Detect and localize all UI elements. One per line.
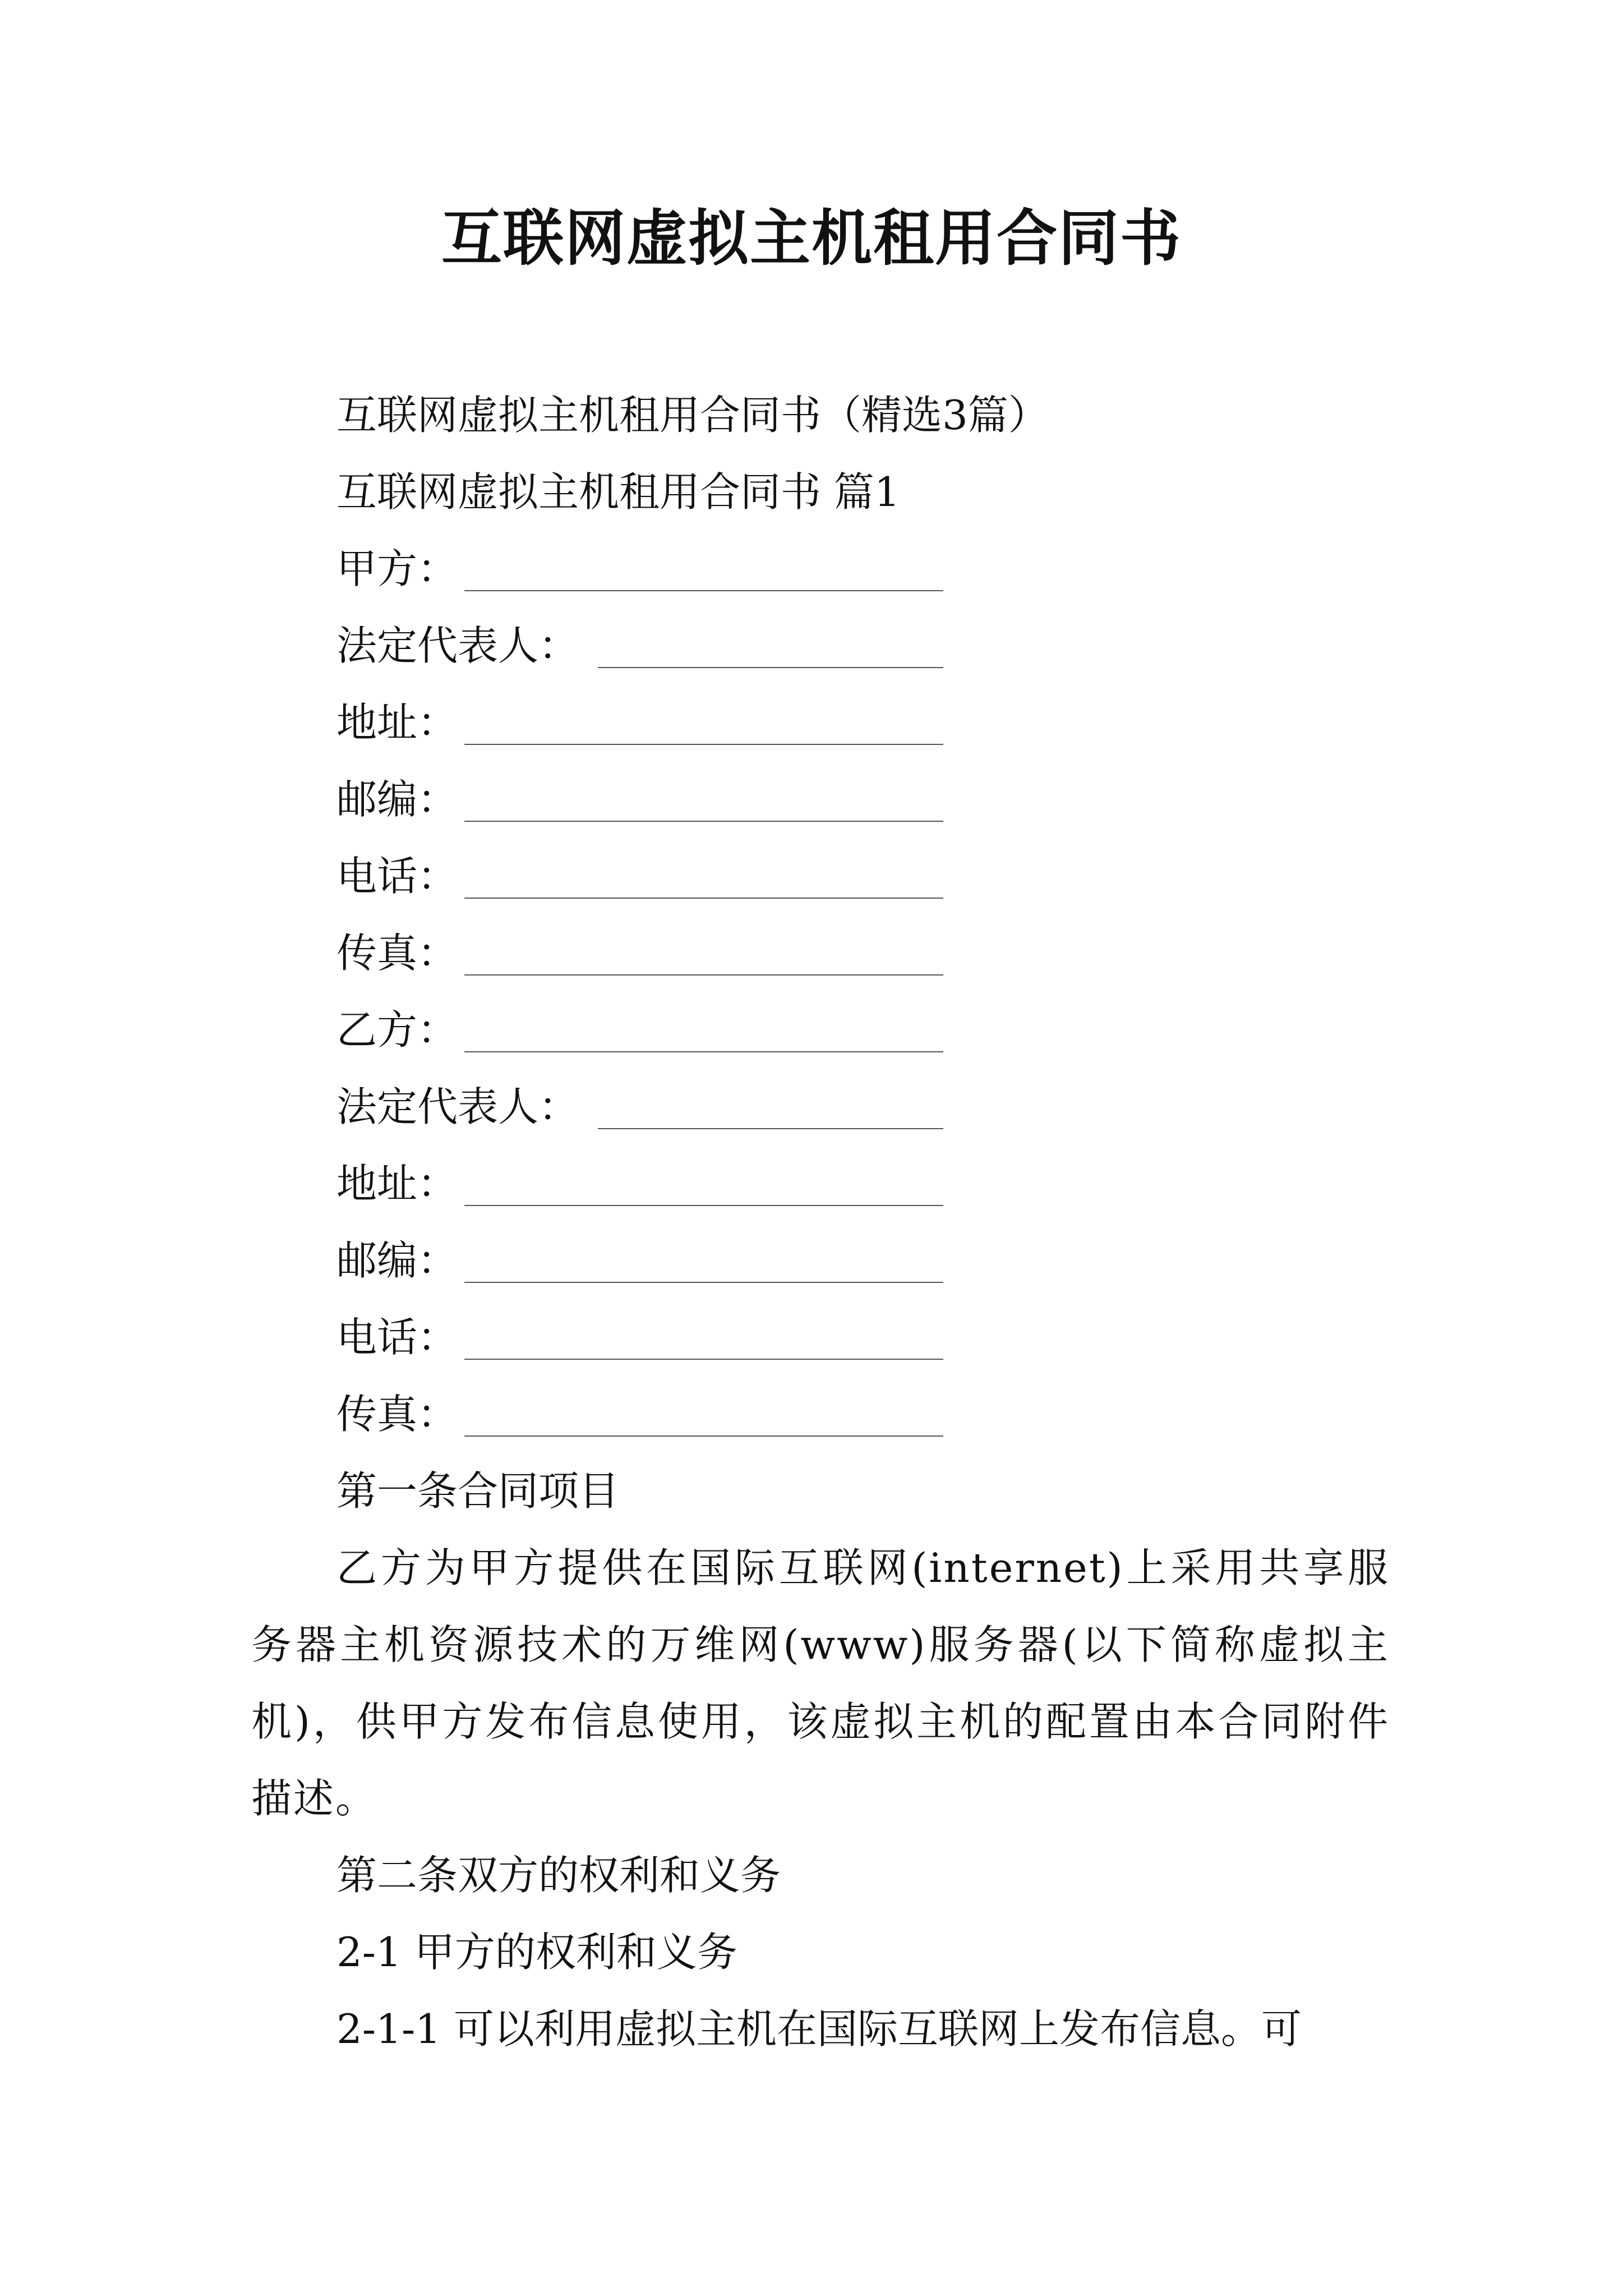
party-a-rep-blank — [598, 667, 943, 668]
party-a-fax-label: 传真： — [336, 930, 458, 977]
party-a-name-label: 甲方： — [336, 545, 458, 592]
clause-2-1: 2-1 甲方的权利和义务 — [336, 1929, 737, 1976]
section-title: 互联网虚拟主机租用合同书 篇1 — [336, 468, 900, 516]
party-b-rep-blank — [598, 1128, 943, 1129]
article-2-heading: 第二条双方的权利和义务 — [336, 1852, 781, 1899]
party-a-postcode-blank — [464, 821, 943, 822]
party-b-fax-label: 传真： — [336, 1391, 458, 1438]
party-a-phone-blank — [464, 898, 943, 899]
document-subtitle: 互联网虚拟主机租用合同书（精选3篇） — [336, 392, 1049, 439]
party-b-phone-label: 电话： — [336, 1314, 458, 1361]
party-a-phone-label: 电话： — [336, 853, 458, 900]
party-b-fax-blank — [464, 1435, 943, 1437]
party-b-name-label: 乙方： — [336, 1006, 458, 1053]
party-a-rep-label: 法定代表人： — [336, 622, 579, 669]
party-a-fax-blank — [464, 974, 943, 976]
party-a-address-label: 地址： — [336, 699, 458, 746]
party-b-rep-label: 法定代表人： — [336, 1083, 579, 1130]
document-title: 互联网虚拟主机租用合同书 — [441, 203, 1182, 274]
party-a-name-blank — [464, 590, 943, 591]
clause-2-1-1: 2-1-1 可以利用虚拟主机在国际互联网上发布信息。可 — [336, 2005, 1302, 2053]
party-b-phone-blank — [464, 1359, 943, 1360]
article-1-body: 乙方为甲方提供在国际互联网(internet)上采用共享服务器主机资源技术的万维网(www)服务器(以下简称虚拟主机)，供甲方发布信息使用，该虚拟主机的配置由本合同附件描述。 — [251, 1544, 1390, 1822]
party-b-address-label: 地址： — [336, 1160, 458, 1207]
party-b-postcode-label: 邮编： — [336, 1237, 458, 1284]
party-a-address-blank — [464, 744, 943, 745]
party-a-postcode-label: 邮编： — [336, 776, 458, 823]
party-b-postcode-blank — [464, 1282, 943, 1283]
party-b-name-blank — [464, 1051, 943, 1052]
party-b-address-blank — [464, 1205, 943, 1206]
article-1-heading: 第一条合同项目 — [336, 1467, 620, 1515]
